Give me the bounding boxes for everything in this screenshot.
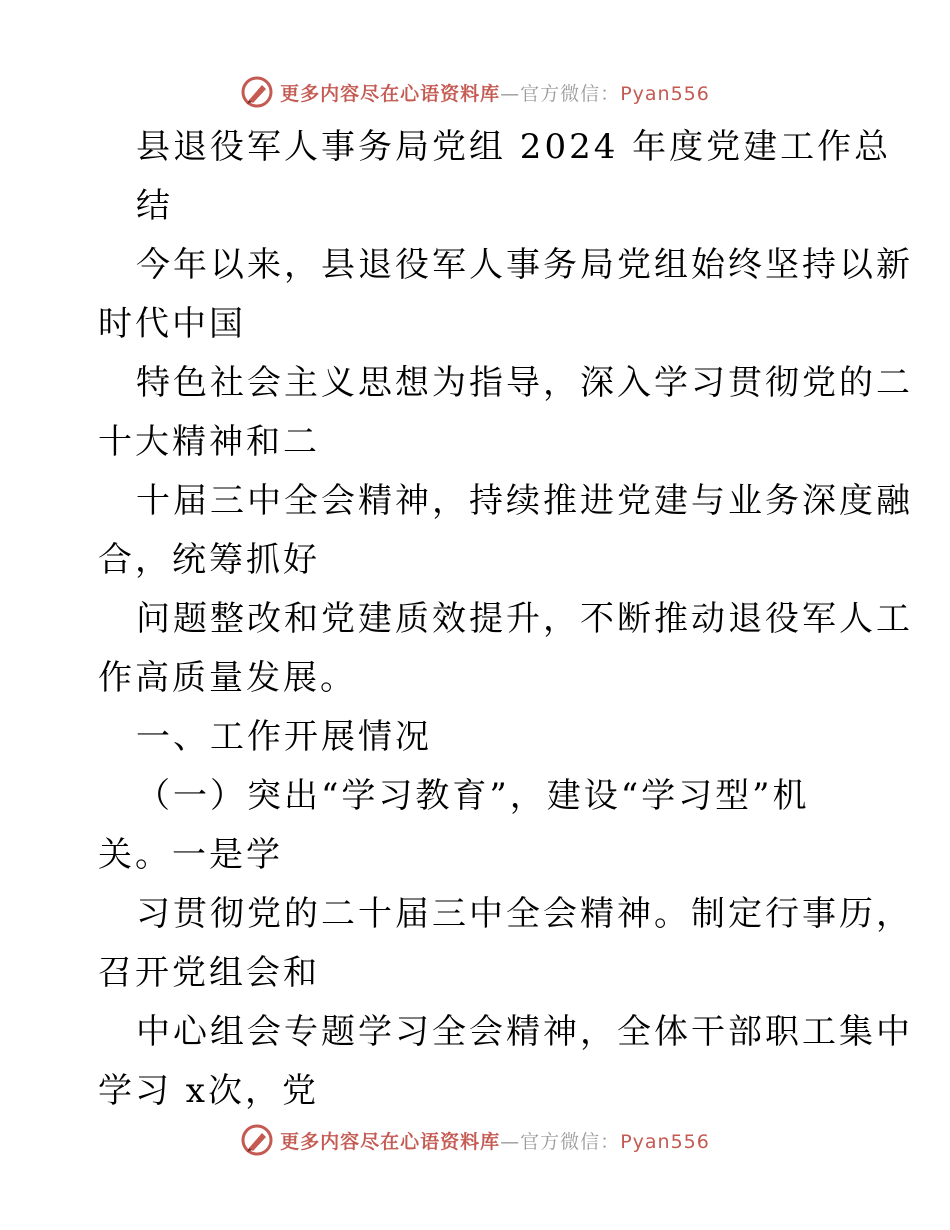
text-line: 召开党组会和 [98, 953, 320, 993]
watermark-separator: — [500, 82, 521, 105]
text-line: 特色社会主义思想为指导，深入学习贯彻党的二 [136, 363, 913, 403]
watermark-text [280, 79, 710, 106]
pen-logo-icon [240, 75, 274, 109]
text-line: 结 [136, 186, 173, 226]
watermark-label: 官方微信： [520, 82, 621, 105]
text-line: （一）突出“学习教育”，建设“学习型”机 [136, 776, 810, 816]
text-line: 问题整改和党建质效提升，不断推动退役军人工 [136, 599, 913, 639]
pen-logo-icon [240, 1123, 274, 1157]
text-line: 合，统筹抓好 [98, 540, 320, 580]
text-line: 时代中国 [98, 304, 246, 344]
text-line: 十届三中全会精神，持续推进党建与业务深度融 [136, 481, 913, 521]
text-line: 今年以来，县退役军人事务局党组始终坚持以新 [136, 245, 913, 285]
text-line: 作高质量发展。 [98, 658, 357, 698]
watermark-main: 更多内容尽在心语资料库 [280, 82, 501, 105]
document-body [98, 118, 913, 1121]
watermark-footer [0, 1120, 950, 1160]
text-line: 县退役军人事务局党组 2024 年度党建工作总 [136, 127, 892, 167]
text-line: 一、工作开展情况 [136, 717, 432, 757]
watermark-text [280, 1127, 710, 1154]
text-line: 中心组会专题学习全会精神，全体干部职工集中 [136, 1012, 913, 1052]
watermark-main: 更多内容尽在心语资料库 [280, 1130, 501, 1153]
watermark-separator: — [500, 1130, 521, 1153]
text-line: 十大精神和二 [98, 422, 320, 462]
watermark-id: Pyan556 [620, 1130, 710, 1153]
text-line: 习贯彻党的二十届三中全会精神。制定行事历， [136, 894, 913, 934]
watermark-header [0, 72, 950, 112]
watermark-label: 官方微信： [520, 1130, 621, 1153]
text-line: 学习 x次，党 [98, 1071, 319, 1111]
watermark-id: Pyan556 [620, 82, 710, 105]
text-line: 关。一是学 [98, 835, 283, 875]
